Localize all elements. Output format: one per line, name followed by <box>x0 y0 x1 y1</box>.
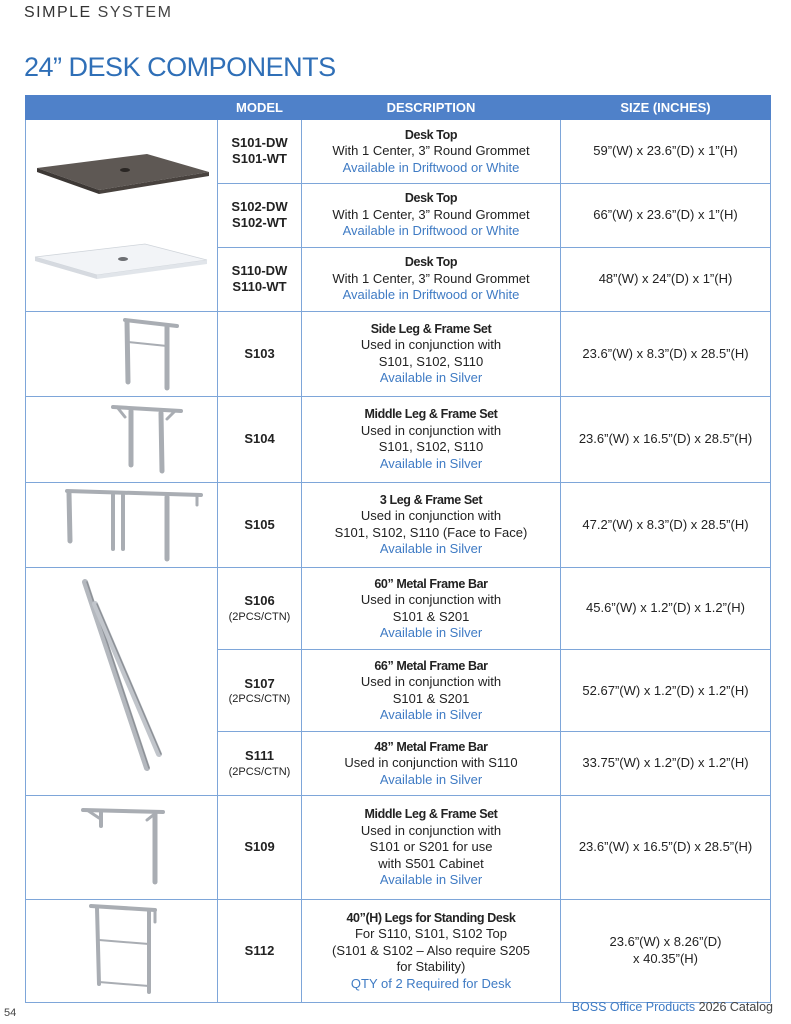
description-cell <box>302 650 561 732</box>
availability-text: Available in Silver <box>379 771 483 787</box>
size-text: 45.6”(W) x 1.2”(D) x 1.2”(H) <box>586 600 745 616</box>
model-code: S102-WT <box>232 215 287 231</box>
model-cell <box>218 183 302 247</box>
description-line: Used in conjunction with <box>360 674 502 690</box>
image-cell <box>26 311 218 397</box>
availability-text: Available in Silver <box>379 455 483 471</box>
description-line: for Stability) <box>396 959 466 974</box>
pack-quantity: (2PCS/CTN) <box>228 610 291 623</box>
size-cell <box>561 568 771 650</box>
availability-text: Available in Silver <box>379 872 483 887</box>
brand-name-bold: SIMPLE <box>24 4 92 21</box>
size-cell <box>561 650 771 732</box>
model-cell <box>218 482 302 568</box>
table-row <box>26 568 771 650</box>
page-number: 54 <box>4 1007 17 1019</box>
column-header-size: SIZE (INCHES) <box>561 96 771 120</box>
size-text: 23.6”(W) x 16.5”(D) x 28.5”(H) <box>578 431 753 446</box>
column-header-model: MODEL <box>218 96 302 120</box>
availability-text: Available in Driftwood or White <box>342 159 520 175</box>
title-text: DESK COMPONENTS <box>68 52 336 82</box>
three-leg-frame-image <box>27 483 217 563</box>
size-text: 23.6”(W) x 8.26”(D) <box>609 934 722 950</box>
description-cell <box>302 795 561 900</box>
availability-text: QTY of 2 Required for Desk <box>350 975 512 991</box>
size-cell <box>561 397 771 483</box>
size-text: 23.6”(W) x 8.3”(D) x 28.5”(H) <box>582 345 749 361</box>
model-code: S112 <box>244 942 275 958</box>
model-cell <box>218 795 302 900</box>
model-code: S101-DW <box>231 134 288 150</box>
description-cell <box>302 120 561 184</box>
description-line: S101 & S201 <box>392 690 470 706</box>
white-grommet <box>118 257 128 261</box>
table-row <box>26 482 771 568</box>
description-line: S101 or S201 for use <box>369 839 493 854</box>
size-text: 47.2”(W) x 8.3”(D) x 28.5”(H) <box>582 516 749 532</box>
availability-text: Available in Silver <box>379 541 483 557</box>
pack-quantity: (2PCS/CTN) <box>228 765 291 778</box>
header-image-cell <box>26 96 218 120</box>
size-cell <box>561 183 771 247</box>
description-cell <box>302 183 561 247</box>
image-cell <box>26 795 218 900</box>
model-code: S105 <box>244 516 275 532</box>
table-row <box>26 120 771 184</box>
model-cell <box>218 732 302 795</box>
description-line: Used in conjunction with S110 <box>344 755 518 771</box>
size-text: 59”(W) x 23.6”(D) x 1”(H) <box>593 143 738 159</box>
image-cell <box>26 900 218 1003</box>
model-code: S102-DW <box>231 198 288 214</box>
size-text: 52.67”(W) x 1.2”(D) x 1.2”(H) <box>582 682 749 698</box>
footer-brand: BOSS Office Products <box>571 1000 696 1014</box>
middle-leg-frame-image <box>27 397 217 477</box>
description-title: Desk Top <box>404 127 458 142</box>
image-cell <box>26 482 218 568</box>
description-line: Used in conjunction with <box>360 422 502 438</box>
title-size-label: 24” <box>24 52 62 82</box>
pack-quantity: (2PCS/CTN) <box>228 693 291 705</box>
description-title: Desk Top <box>404 255 458 270</box>
model-code: S107 <box>244 675 275 691</box>
model-cell <box>218 120 302 184</box>
description-cell <box>302 732 561 795</box>
description-title: Side Leg & Frame Set <box>370 321 492 336</box>
description-line: Used in conjunction with <box>360 592 502 608</box>
table-row <box>26 795 771 900</box>
description-title: 48” Metal Frame Bar <box>374 739 488 754</box>
description-cell <box>302 482 561 568</box>
components-table <box>25 95 771 1003</box>
footer-catalog-year: 2026 Catalog <box>698 1000 773 1014</box>
model-code: S110-WT <box>232 279 287 295</box>
model-code: S110-DW <box>231 262 288 278</box>
availability-text: Available in Driftwood or White <box>342 287 520 303</box>
frame-bar-images <box>26 568 218 796</box>
driftwood-top-surface <box>37 154 209 190</box>
description-title: 66” Metal Frame Bar <box>374 658 488 673</box>
description-line: S101 & S201 <box>392 608 470 624</box>
size-text: x 40.35”(H) <box>632 950 699 966</box>
column-header-description: DESCRIPTION <box>302 96 561 120</box>
footer-catalog-label <box>572 1000 773 1014</box>
description-title: Desk Top <box>404 191 458 206</box>
model-cell <box>218 311 302 397</box>
driftwood-grommet <box>120 168 130 172</box>
description-line: Used in conjunction with <box>360 508 502 524</box>
availability-text: Available in Silver <box>379 370 483 386</box>
table-row <box>26 397 771 483</box>
description-title: Middle Leg & Frame Set <box>364 807 498 821</box>
size-text: 66”(W) x 23.6”(D) x 1”(H) <box>593 206 738 222</box>
table-row <box>26 900 771 1003</box>
size-cell <box>561 482 771 568</box>
description-line: With 1 Center, 3” Round Grommet <box>332 206 530 222</box>
size-text: 48”(W) x 24”(D) x 1”(H) <box>598 270 733 286</box>
middle-leg-frame-s109-image <box>27 796 217 895</box>
description-title: 3 Leg & Frame Set <box>379 492 483 507</box>
size-text: 33.75”(W) x 1.2”(D) x 1.2”(H) <box>582 755 749 771</box>
description-title: 60” Metal Frame Bar <box>374 576 488 591</box>
model-code: S103 <box>244 345 275 361</box>
description-line: With 1 Center, 3” Round Grommet <box>332 143 530 159</box>
description-line: Used in conjunction with <box>360 337 502 353</box>
description-line: For S110, S101, S102 Top <box>354 926 507 941</box>
description-cell <box>302 397 561 483</box>
model-cell <box>218 900 302 1003</box>
size-text: 23.6”(W) x 16.5”(D) x 28.5”(H) <box>578 839 753 854</box>
description-cell <box>302 247 561 311</box>
description-line: S101, S102, S110 <box>378 353 484 369</box>
description-title: 40”(H) Legs for Standing Desk <box>346 910 516 925</box>
desk-top-image <box>27 120 217 306</box>
description-line: Used in conjunction with <box>360 822 502 838</box>
page-title <box>24 52 336 83</box>
description-line: (S101 & S102 – Also require S205 <box>331 942 531 958</box>
table-row <box>26 311 771 397</box>
size-cell <box>561 900 771 1003</box>
model-code: S111 <box>245 748 274 764</box>
brand-name-light: SYSTEM <box>97 4 173 21</box>
table-header-row <box>26 96 771 120</box>
model-code: S106 <box>244 593 275 609</box>
model-code: S101-WT <box>232 151 287 167</box>
image-cell <box>26 397 218 483</box>
metal-frame-bar-image <box>27 568 217 790</box>
availability-text: Available in Silver <box>379 707 483 723</box>
model-cell <box>218 650 302 732</box>
side-leg-frame-image <box>27 312 217 392</box>
description-line: With 1 Center, 3” Round Grommet <box>332 270 530 286</box>
description-cell <box>302 311 561 397</box>
size-cell <box>561 120 771 184</box>
description-cell <box>302 900 561 1003</box>
standing-desk-leg-image <box>27 900 217 997</box>
description-cell <box>302 568 561 650</box>
brand-logo <box>24 4 172 22</box>
model-cell <box>218 247 302 311</box>
size-cell <box>561 732 771 795</box>
availability-text: Available in Silver <box>379 625 483 641</box>
size-cell <box>561 795 771 900</box>
description-title: Middle Leg & Frame Set <box>364 407 498 422</box>
model-cell <box>218 397 302 483</box>
description-line: with S501 Cabinet <box>378 855 484 871</box>
description-line: S101, S102, S110 <box>378 439 484 455</box>
model-code: S109 <box>244 839 275 854</box>
availability-text: Available in Driftwood or White <box>342 223 520 239</box>
desk-top-images <box>26 120 218 312</box>
model-code: S104 <box>244 431 275 446</box>
size-cell <box>561 247 771 311</box>
size-cell <box>561 311 771 397</box>
model-cell <box>218 568 302 650</box>
description-line: S101, S102, S110 (Face to Face) <box>334 524 528 540</box>
